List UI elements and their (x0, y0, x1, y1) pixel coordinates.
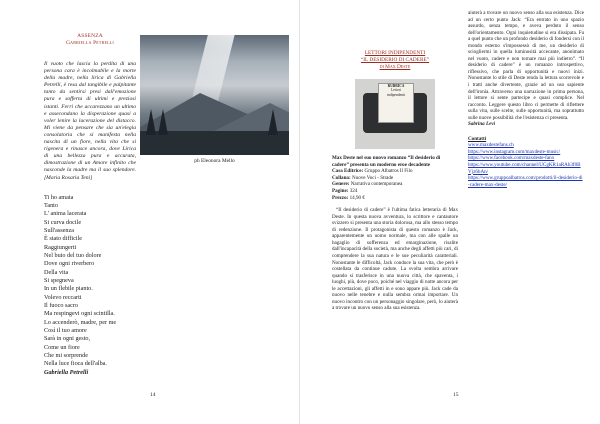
cover-line: RUBRICA (387, 84, 405, 88)
detail-value: 324 (349, 187, 358, 194)
detail-row (332, 181, 458, 188)
poem-line: Sull'assenza (44, 226, 74, 234)
poem-line: Nel buio del tuo dolore (44, 252, 102, 259)
poem-line: È stato difficile (44, 235, 83, 243)
poem-line: Lo accenderò, madre, per me (44, 318, 117, 326)
detail-value: 14,90 € (349, 194, 365, 201)
rubric-label: LETTORI INDIPENDENTI (364, 50, 426, 56)
poem-line: L' anima lacerata (44, 210, 87, 218)
book-cover-image (355, 79, 435, 149)
book-review-column (332, 50, 458, 312)
landscape-photo (140, 35, 289, 155)
contacts-section (468, 136, 584, 188)
detail-row (332, 195, 458, 202)
poem-introduction: Il vuoto che lascia la perdita di una persona cara è incolmabile e la morte della madre, nella lirica di Gabriella Petrelli, è resa dal tangibile e palpitante tanto da sentirsi presi dall'emozione pura e sofferta di ultimi e preziosi istanti. Ferri che accarezzano un ultimo e assecondano la disperazione quasi a voler lenire la lacerazione del distacco. Mi viene da pensare che sia un'elegia consolatoria che si manifesta nella nascita di un fiore, nella vita che si rigenera e rinasce ancora, dove Lirica di una bellezza pura e accurata, dimostrazione di un Amore infinito che nasconde la madre ma il suo splendore. [Maria Rosaria Teni] (44, 61, 136, 181)
page-number: 14 (150, 392, 156, 398)
contacts-heading: Contatti (468, 135, 487, 142)
poem-line: Dove ogni riverbero (44, 260, 95, 268)
poem-author: Gabriella Petrelli (66, 40, 114, 46)
page-number: 15 (453, 392, 459, 398)
poem-line: Ti ho amata (44, 193, 74, 201)
contact-link[interactable]: www.maxdestefans.ch (468, 142, 514, 149)
tree-shape (158, 109, 168, 135)
tree-shape (268, 109, 278, 135)
detail-label: Genere: (332, 181, 350, 188)
detail-value: Nuove Voci - Strade (351, 174, 394, 181)
poem-line: Come un fiore (44, 343, 80, 351)
contact-link[interactable]: https://www.gruppoalbatros.com/prodotti/il-desiderio-di-cadere-max-deste/ (468, 175, 583, 188)
poem-line: Raggiungerti (44, 243, 77, 251)
contact-links (468, 142, 584, 188)
contact-link[interactable]: https://www.instagram.com/maxdeste-music/ (468, 148, 561, 155)
photo-credit: ph Eleonora Mello (194, 158, 235, 164)
cover-line: indipendenti (387, 92, 405, 97)
detail-label: Pagine: (332, 187, 349, 194)
poem-line: Così il tuo amore (44, 327, 87, 335)
book-info (332, 155, 458, 201)
reviewer-signature: Sabrina Levi (468, 121, 496, 128)
review-paragraph: aiuterà a trovare un nuovo senso alla sua esistenza. Dice ad un certo punto Jack: “Era entrato in uno spazio assurdo, senza tempo, e aveva perduto il senso dell'orientamento. Ogni inquietudine si era dissipata. Fu a quel punto che un profondo desiderio di fondersi con il mondo esterno s'impossessò di me, un desiderio di sciogliermi in quella luminosità accecante, anonimato nel vuoto, cadere e non tornare mai più indietro”. “Il desiderio di cadere” è un romanzo introspettivo, riflessivo, che parla di opportunità e nuovi inizi. Nonostante lo stile di Deste renda la lettura scorrevole e i tratti anche divertente, grazie ad un uso sapiente dell'ironia. Attraverso una narrazione in prima persona, il lettore si sente partecipe e quasi complice. Nel racconto. Leggere questo libro ci permette di riflettere sulla vita, sulle scelte, sulle opportunità, ma soprattutto sulle nuove possibilità che l'esistenza ci presenta. (468, 10, 584, 121)
detail-label: Casa Editrice: (332, 168, 364, 175)
book-title: “IL DESIDERIO DI CADERE” (360, 57, 430, 63)
poem-line: Volevo reccarti (44, 293, 82, 301)
detail-row (332, 175, 458, 182)
poem-line: Sarà in ogni gesto, (44, 335, 91, 343)
review-continuation (468, 10, 584, 121)
detail-row (332, 188, 458, 195)
poem-line: Della vita (44, 268, 69, 276)
poem-body (44, 194, 136, 378)
detail-value: Narrativa contemporanea (350, 181, 403, 188)
poem-line: Che mi sorprende (44, 352, 88, 360)
detail-value: Gruppo Albatros Il Filo (364, 168, 413, 175)
poem-line: Nella luce fioca dell'alba. (44, 360, 107, 368)
contact-link[interactable]: https://www.youtube.com/channel/UCgKR1aRAh3f0BVjz6bAn/ (468, 162, 581, 175)
poem-signature: Gabriella Petrelli (44, 368, 89, 376)
poem-line: In un flebile pianto. (44, 285, 93, 293)
poem-line: Si curva docile (44, 218, 82, 226)
review-heading (332, 50, 458, 71)
book-author: di Max Deste (379, 64, 411, 70)
detail-label: Prezzo: (332, 194, 349, 201)
poem-title: ASSENZA (77, 33, 103, 39)
contact-link[interactable]: https://www.facebook.com/maxdeste-fanx (468, 155, 555, 162)
review-continuation-column (468, 10, 584, 188)
lead-text: Max Deste nel suo nuovo romanzo “Il desiderio di cadere” presenta un moderno eroe decadente (332, 155, 441, 168)
poem-line: Il fuoco sacro (44, 302, 79, 310)
article-column (44, 33, 136, 377)
book-details (332, 168, 458, 201)
typewriter-sheet (378, 83, 414, 123)
poem-line: Tanto (44, 201, 58, 209)
cover-line: Lettori (391, 88, 401, 93)
tree-shape (146, 109, 156, 135)
article-heading (44, 33, 136, 47)
review-body (332, 207, 458, 312)
poem-line: Ma respingevi ogni scintilla. (44, 310, 115, 318)
detail-label: Collana: (332, 174, 351, 181)
poem-line: Si spegneva (44, 277, 74, 285)
poem-lines (44, 194, 136, 369)
review-paragraph: “Il desiderio di cadere” è l'ultima fatica letteraria di Max Deste. In questa nuova avventura, lo scrittore e cantautore svizzero si presenta una storia dolorosa, ma allo stesso tempo di redenzione. Il protagonista di questo romanzo è Jack, apparentemente un uomo normale, ma con alle spalle un bagaglio di sofferenza ed emarginazione, risalite dall'incapacità della società, ma anche degli affetti più cari, di comprendere la sua natura e le sue peculiarità caratteriali. Nonostante le difficoltà, Jack conduce la sua vita, che però è costellata da continue cadute. La svolta sembra arrivare quando si trasferisce in una nuova città, che spaventa, i luoghi, più, dove poco, poiché nel viaggio di notte ancora per le accettazioni, gli affetti in e sono appare più. Jack cade da nuovo nelle tenebre e nulla sembra ormai importare. Un nuovo incontro con un personaggio singolare, però, lo aiuterà a trovare un nuovo senso alla sua esistenza. (332, 207, 458, 312)
detail-row (332, 168, 458, 175)
